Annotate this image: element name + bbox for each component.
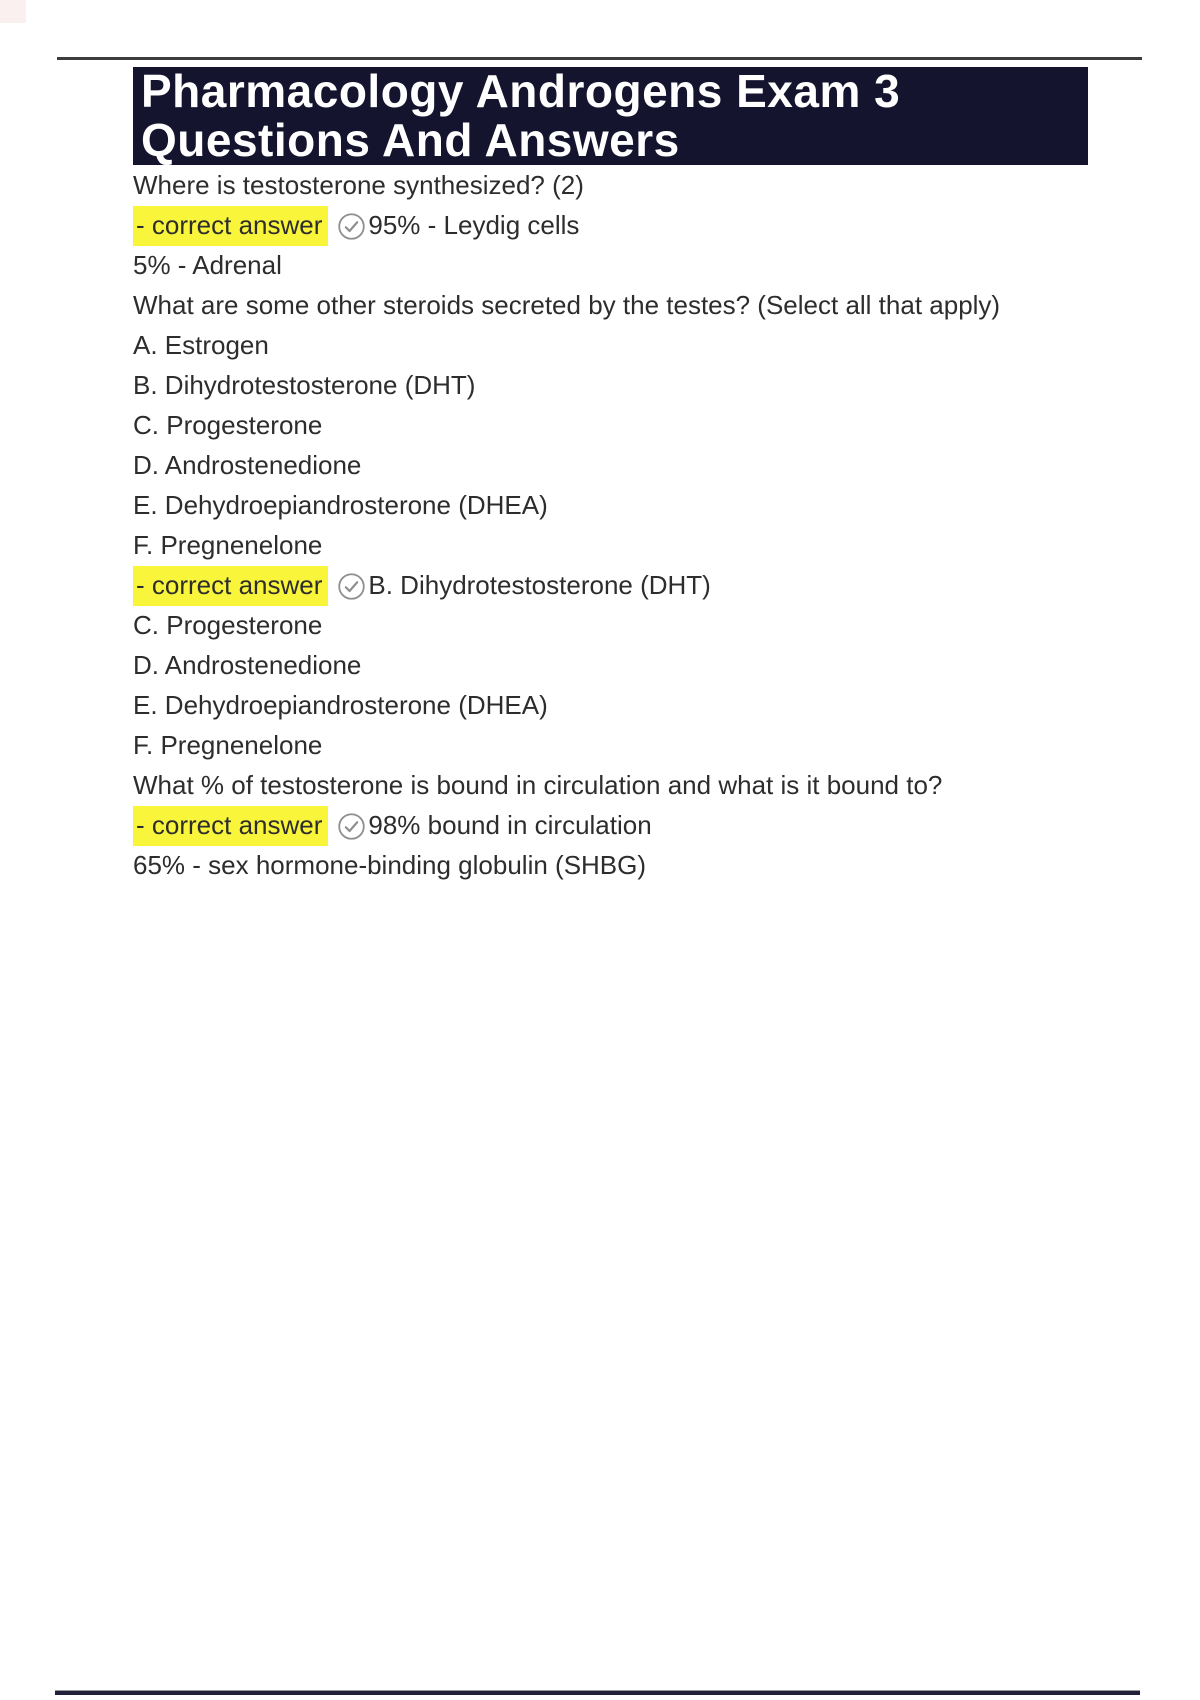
answer-text: B. Dihydrotestosterone (DHT) — [368, 570, 711, 600]
answer-option: F. Pregnenelone — [133, 730, 323, 760]
answer-option: F. Pregnenelone — [133, 530, 323, 560]
answer-option: E. Dehydroepiandrosterone (DHEA) — [133, 690, 548, 720]
corner-artifact — [0, 0, 26, 23]
check-circle-icon — [336, 211, 367, 242]
answer-option: B. Dihydrotestosterone (DHT) — [133, 370, 476, 400]
answer-option: E. Dehydroepiandrosterone (DHEA) — [133, 490, 548, 520]
bottom-divider — [55, 1690, 1140, 1695]
answer-option: C. Progesterone — [133, 610, 323, 640]
check-circle-icon — [336, 571, 367, 602]
top-divider — [57, 57, 1142, 60]
qa3-block — [133, 765, 1053, 845]
correct-answer-highlight: - correct answer — [133, 566, 328, 606]
correct-answer-highlight: - correct answer — [133, 206, 328, 246]
check-circle-icon — [336, 811, 367, 842]
answer-option: C. Progesterone — [133, 410, 323, 440]
answer-note: 65% - sex hormone-binding globulin (SHBG) — [133, 850, 647, 880]
answer-option: D. Androstenedione — [133, 450, 362, 480]
document-title: Pharmacology Androgens Exam 3 Questions And Answers — [133, 67, 1088, 165]
question-text: What are some other steroids secreted by the testes? (Select all that apply) — [133, 290, 1001, 320]
document-body — [133, 165, 1053, 885]
answer-text: 98% bound in circulation — [368, 810, 652, 840]
answer-option: A. Estrogen — [133, 330, 269, 360]
qa1-block — [133, 165, 1053, 245]
answer-text: 95% - Leydig cells — [368, 210, 580, 240]
qa2-answer-block — [133, 525, 1053, 605]
answer-option: D. Androstenedione — [133, 650, 362, 680]
question-text: What % of testosterone is bound in circulation and what is it bound to? — [133, 770, 943, 800]
answer-note: 5% - Adrenal — [133, 250, 282, 280]
correct-answer-highlight: - correct answer — [133, 806, 328, 846]
question-text: Where is testosterone synthesized? (2) — [133, 170, 584, 200]
